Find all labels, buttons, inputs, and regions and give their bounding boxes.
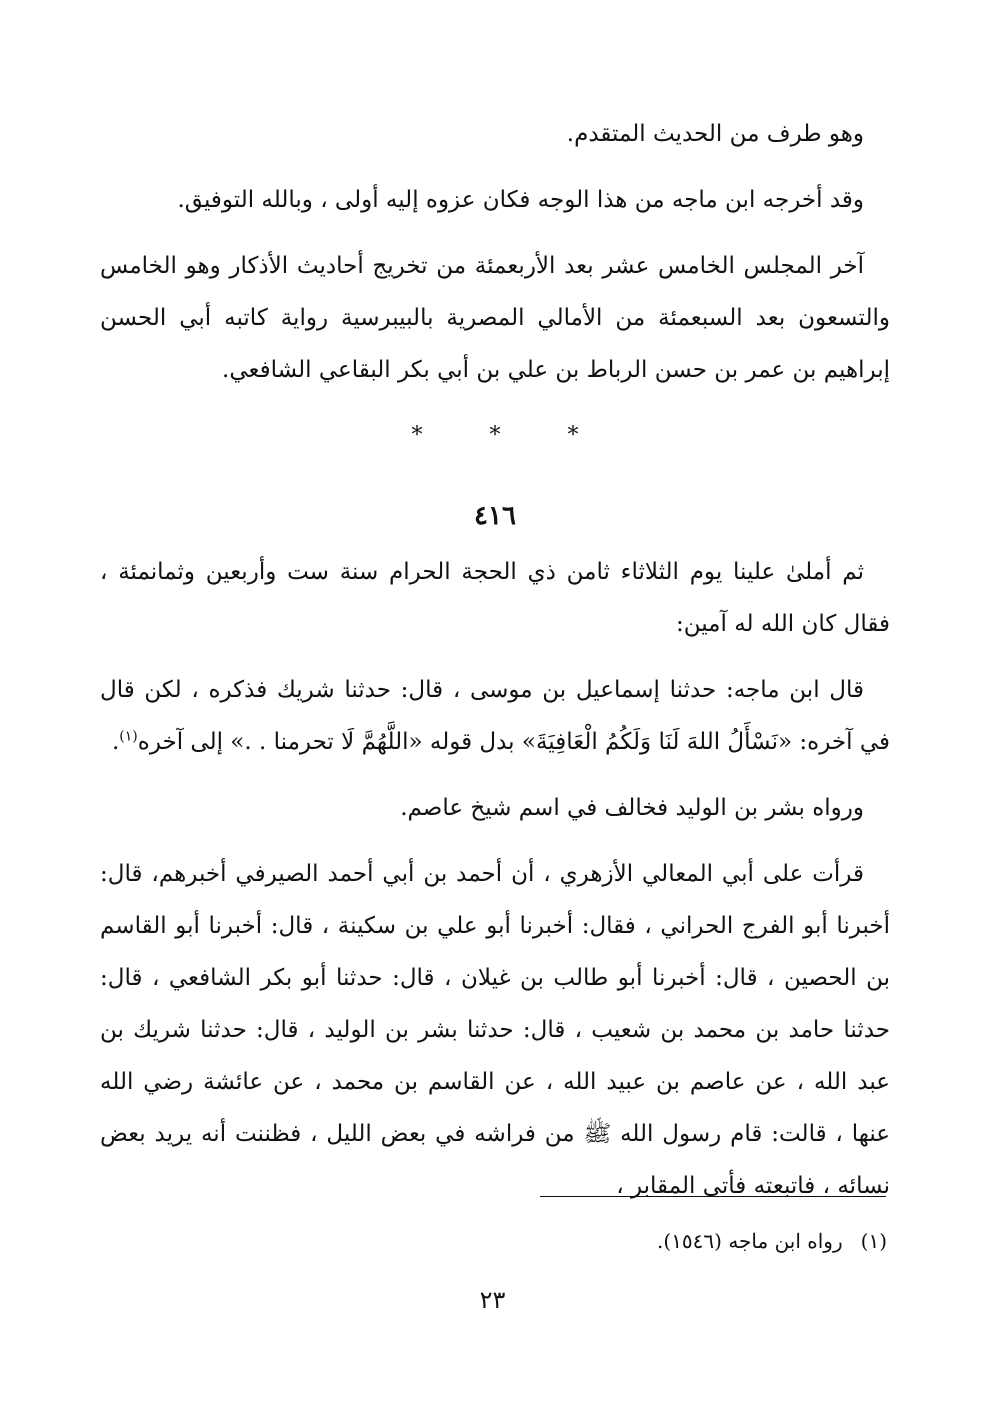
paragraph-ibn-majah-narration [100, 664, 890, 768]
paragraph-ibn-majah-note: وقد أخرجه ابن ماجه من هذا الوجه فكان عزوه إليه أولى ، وبالله التوفيق. [177, 187, 864, 213]
paragraph-session-colophon: آخر المجلس الخامس عشر بعد الأربعمئة من تخريج أحاديث الأذكار وهو الخامس والتسعون بعد السبعمئة من الأمالي المصرية بالبيبرسية رواية كاتبه أبي الحسن إبراهيم بن عمر بن حسن الرباط بن علي بن أبي بكر البقاعي الشافعي. [100, 253, 890, 383]
narration-end: . [111, 729, 120, 755]
narration-text: قال ابن ماجه: حدثنا إسماعيل بن موسى ، قال: حدثنا شريك فذكره ، لكن قال في آخره: «نَسْأَلُ اللهَ لَنَا وَلَكُمُ الْعَافِيَةَ» بدل قوله «اللَّهُمَّ لَا تحرمنا . .» إلى آخره [100, 677, 890, 755]
footnote-reference[interactable]: (١) [119, 728, 138, 745]
footnote-mark: (١) [860, 1229, 887, 1253]
paragraph-continuation: وهو طرف من الحديث المتقدم. [566, 121, 864, 147]
paragraph-dictation-date: ثم أملىٰ علينا يوم الثلاثاء ثامن ذي الحجة الحرام سنة ست وأربعين وثمانمئة ، فقال كان الله له آمين: [100, 559, 890, 637]
footnote-divider [540, 1196, 886, 1197]
footnote-text: رواه ابن ماجه (١٥٤٦). [657, 1229, 843, 1253]
section-separator: * * * [411, 423, 609, 448]
section-number: ٤١٦ [474, 501, 516, 531]
footnote [657, 1226, 887, 1256]
paragraph-isnad-chain: قرأت على أبي المعالي الأزهري ، أن أحمد بن أبي أحمد الصيرفي أخبرهم، قال: أخبرنا أبو الفرج الحراني ، فقال: أخبرنا أبو علي بن سكينة ، قال: أخبرنا أبو القاسم بن الحصين ، قال: أخبرنا أبو طالب بن غيلان ، قال: حدثنا أبو بكر الشافعي ، قال: حدثنا حامد بن محمد بن شعيب ، قال: حدثنا بشر بن الوليد ، قال: حدثنا شريك بن عبد الله ، عن عاصم بن عبيد الله ، عن القاسم بن محمد ، عن عائشة رضي الله عنها ، قالت: قام رسول الله ﷺ من فراشه في بعض الليل ، فظننت أنه يريد بعض نسائه ، فاتبعته فأتى المقابر ، [100, 861, 890, 1199]
paragraph-bishr-variant: ورواه بشر بن الوليد فخالف في اسم شيخ عاصم. [400, 795, 864, 821]
page-number: ٢٣ [479, 1286, 506, 1314]
page-body [100, 108, 890, 1226]
